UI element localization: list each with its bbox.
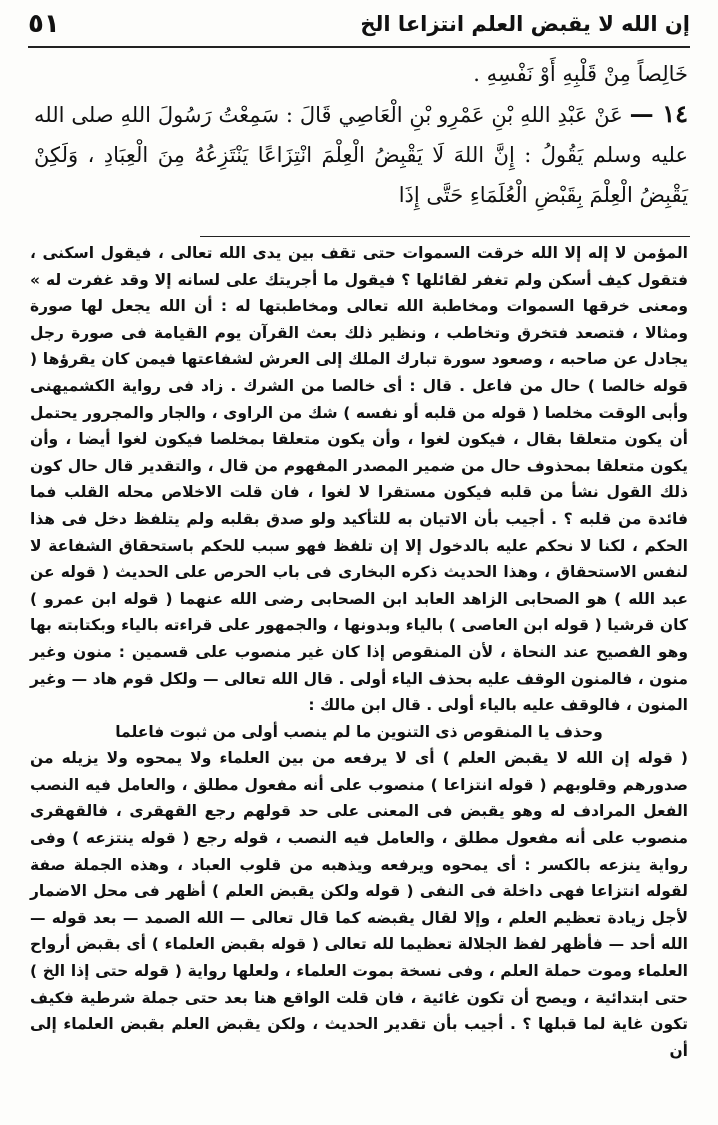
- hadith-text: عَنْ عَبْدِ اللهِ بْنِ عَمْرِو بْنِ الْعَاصِي قَالَ : سَمِعْتُ رَسُولَ اللهِ صلى الله عليه وسلم يَقُولُ : إِنَّ اللهَ لَا يَقْبِضُ الْعِلْمَ انْتِزَاعًا يَنْتَزِعُهُ مِنَ الْعِبَادِ ، وَلَكِنْ يَقْبِضُ الْعِلْمَ بِقَبْضِ الْعُلَمَاءِ حَتَّى إِذَا: [34, 103, 688, 207]
- poetry-verse: وحذف يا المنقوص ذى التنوين ما لم ينصب أولى من ثبوت فاعلما: [115, 722, 603, 741]
- running-title: إن الله لا يقبض العلم انتزاعا الخ: [360, 12, 690, 36]
- commentary-paragraph: المؤمن لا إله إلا الله خرقت السموات حتى تقف بين يدى الله تعالى ، فيقول اسكنى ، فتقول كيف أسكن ولم تغفر لقائلها ؟ فيقول ما أجريتك على لسانه إلا وقد غفرت له » ومعنى خرقها السموات ومخاطبة الله تعالى ومخاطبتها له : أن الله يجعل لها صورة ومثالا ، فتصعد فتخرق وتخاطب ، ونظير ذلك بعث القرآن يوم القيامة فى صورة رجل يجادل عن صاحبه ، وصعود سورة تبارك الملك إلى العرش لشفاعتها فيمن كان يقرؤها ( قوله خالصا ) حال من فاعل . قال : أى خالصا من الشرك . زاد فى رواية الكشميهنى وأبى الوقت مخلصا ( قوله من قلبه أو نفسه ) شك من الراوى ، والجار والمجرور يحتمل أن يكون متعلقا بقال ، فيكون لغوا ، وأن يكون متعلقا بمخلصا فيكون لغوا أيضا ، وأن يكون متعلقا بمحذوف حال من ضمير المصدر المفهوم من قال ، والتقدير قال حال كون ذلك القول نشأ من قلبه فيكون مستقرا لا لغوا ، فان قلت الاخلاص محله القلب فما فائدة من قلبه ؟ . أجيب بأن الاتيان به للتأكيد ولو صدق بقلبه ولم يتلفظ دخل فى هذا الحكم ، لكنا لا نحكم عليه بالدخول إلا إن تلفظ فهو سبب للحكم باستحقاق الشفاعة لا لنفس الاستحقاق ، وهذا الحديث ذكره البخارى فى باب الحرص على الحديث ( قوله عن عبد الله ) هو الصحابى الزاهد العابد ابن الصحابى رضى الله عنهما ( قوله ابن عمرو ) كان قرشيا ( قوله ابن العاصى ) بالياء وبدونها ، والجمهور على قراءته بالياء وبكتابته بها وهو الفصيح عند النحاة ، لأن المنقوص إذا كان غير منصوب على قسمين : منون وغير منون ، فالمنون الوقف عليه بحذف الياء أولى . قال الله تعالى — ولكل قوم هاد — وغير المنون ، فالوقف عليه بالياء أولى . قال ابن مالك :: [30, 244, 688, 715]
- hadith-number: ١٤ —: [629, 99, 689, 128]
- hadith-previous-line: خَالِصاً مِنْ قَلْبِهِ أَوْ نَفْسِهِ .: [473, 62, 688, 86]
- page-header: [28, 6, 690, 42]
- header-rule: [28, 46, 690, 48]
- page-number: ٥١: [28, 9, 60, 39]
- hadith-block: [34, 54, 688, 215]
- section-divider: [200, 236, 690, 237]
- commentary-paragraph: ( قوله إن الله لا يقبض العلم ) أى لا يرفعه من بين العلماء ولا يمحوه ولا يزيله من صدورهم وقلوبهم ( قوله انتزاعا ) منصوب على أنه مفعول مطلق ، والعامل فيه النصب الفعل المرادف له وهو يقبض فى المعنى على حد قولهم رجع القهقرى ، فالقهقرى منصوب على أنه مفعول مطلق ، والعامل فيه النصب ، قوله رجع ( قوله ينتزعه ) وفى رواية ينزعه بالكسر : أى يمحوه ويرفعه ويذهبه من قلوب العباد ، وهذه الجملة صفة لقوله انتزاعا فهى داخلة فى النفى ( قوله ولكن يقبض العلم ) أظهر فى محل الاضمار لأجل زيادة تعظيم العلم ، وإلا لقال يقبضه كما قال تعالى — الله الصمد — بعد قوله — الله أحد — فأظهر لفظ الجلالة تعظيما لله تعالى ( قوله بقبض العلماء ) أى بقبض أرواح العلماء وموت حملة العلم ، وفى نسخة بموت العلماء ، ولعلها رواية ( قوله حتى إذا الخ ) حتى ابتدائية ، ويصح أن تكون غائية ، فان قلت الواقع هنا بعد حتى جملة شرطية فكيف تكون غاية لما قبلها ؟ . أجيب بأن تقدير الحديث ، ولكن يقبض العلم بقبض العلماء إلى أن: [30, 749, 688, 1060]
- commentary-block: [30, 240, 688, 1064]
- hadith-text-paragraph: [34, 94, 688, 215]
